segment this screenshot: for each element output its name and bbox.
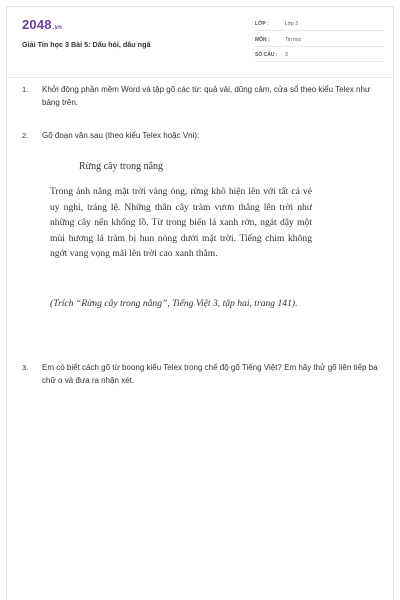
passage-body: Trong ánh nắng mặt trời vàng óng, rừng khô hiện lên với tất cả vẻ uy nghi, tráng lệ. Những thân cây tràm vươn thẳng lên trời như những cây nến khổng lồ. Từ trong biển lá xanh rờn, ngát dậy một mùi hương lá tràm bị hun nóng dưới mặt trời. Tiếng chim không ngớt vang vọng mãi lên trời cao xanh thẳm. [50,186,312,259]
question-2 [22,129,382,142]
passage-citation: (Trích “Rừng cây trong nắng”, Tiếng Việt 3, tập hai, trang 141). [50,298,298,309]
question-text: Gõ đoạn văn sau (theo kiểu Telex hoặc Vni): [42,131,200,140]
meta-value: Tin học [285,37,302,43]
meta-value: Lớp 3 [285,21,299,27]
meta-key: MÔN : [255,37,270,43]
question-number: 3. [22,363,29,372]
meta-row-class [255,18,383,31]
site-logo[interactable] [22,17,62,32]
logo-suffix-text: .vn [52,25,63,31]
document-page [6,6,394,600]
question-number: 2. [22,131,29,140]
question-3 [22,361,382,387]
question-1 [22,83,382,109]
meta-row-question-count [255,49,383,62]
meta-value: 3 [285,52,288,58]
passage-title: Rừng cây trong nắng [79,161,164,172]
meta-key: LỚP : [255,21,269,27]
document-title: Giải Tin học 3 Bài 5: Dấu hỏi, dấu ngã [22,40,151,49]
logo-main-text: 2048 [22,17,52,32]
document-header [7,7,393,78]
meta-key: SỐ CÂU : [255,52,278,58]
question-number: 1. [22,85,29,94]
question-text: Khởi động phần mềm Word và tập gõ các từ: quả vải, dũng cảm, cửa sổ theo kiểu Telex như bảng trên. [42,85,371,107]
meta-row-subject [255,34,383,47]
question-text: Em có biết cách gõ từ boong kiểu Telex trong chế độ gõ Tiếng Việt? Em hãy thử gõ liên tiếp ba chữ o và đưa ra nhận xét. [42,363,378,385]
